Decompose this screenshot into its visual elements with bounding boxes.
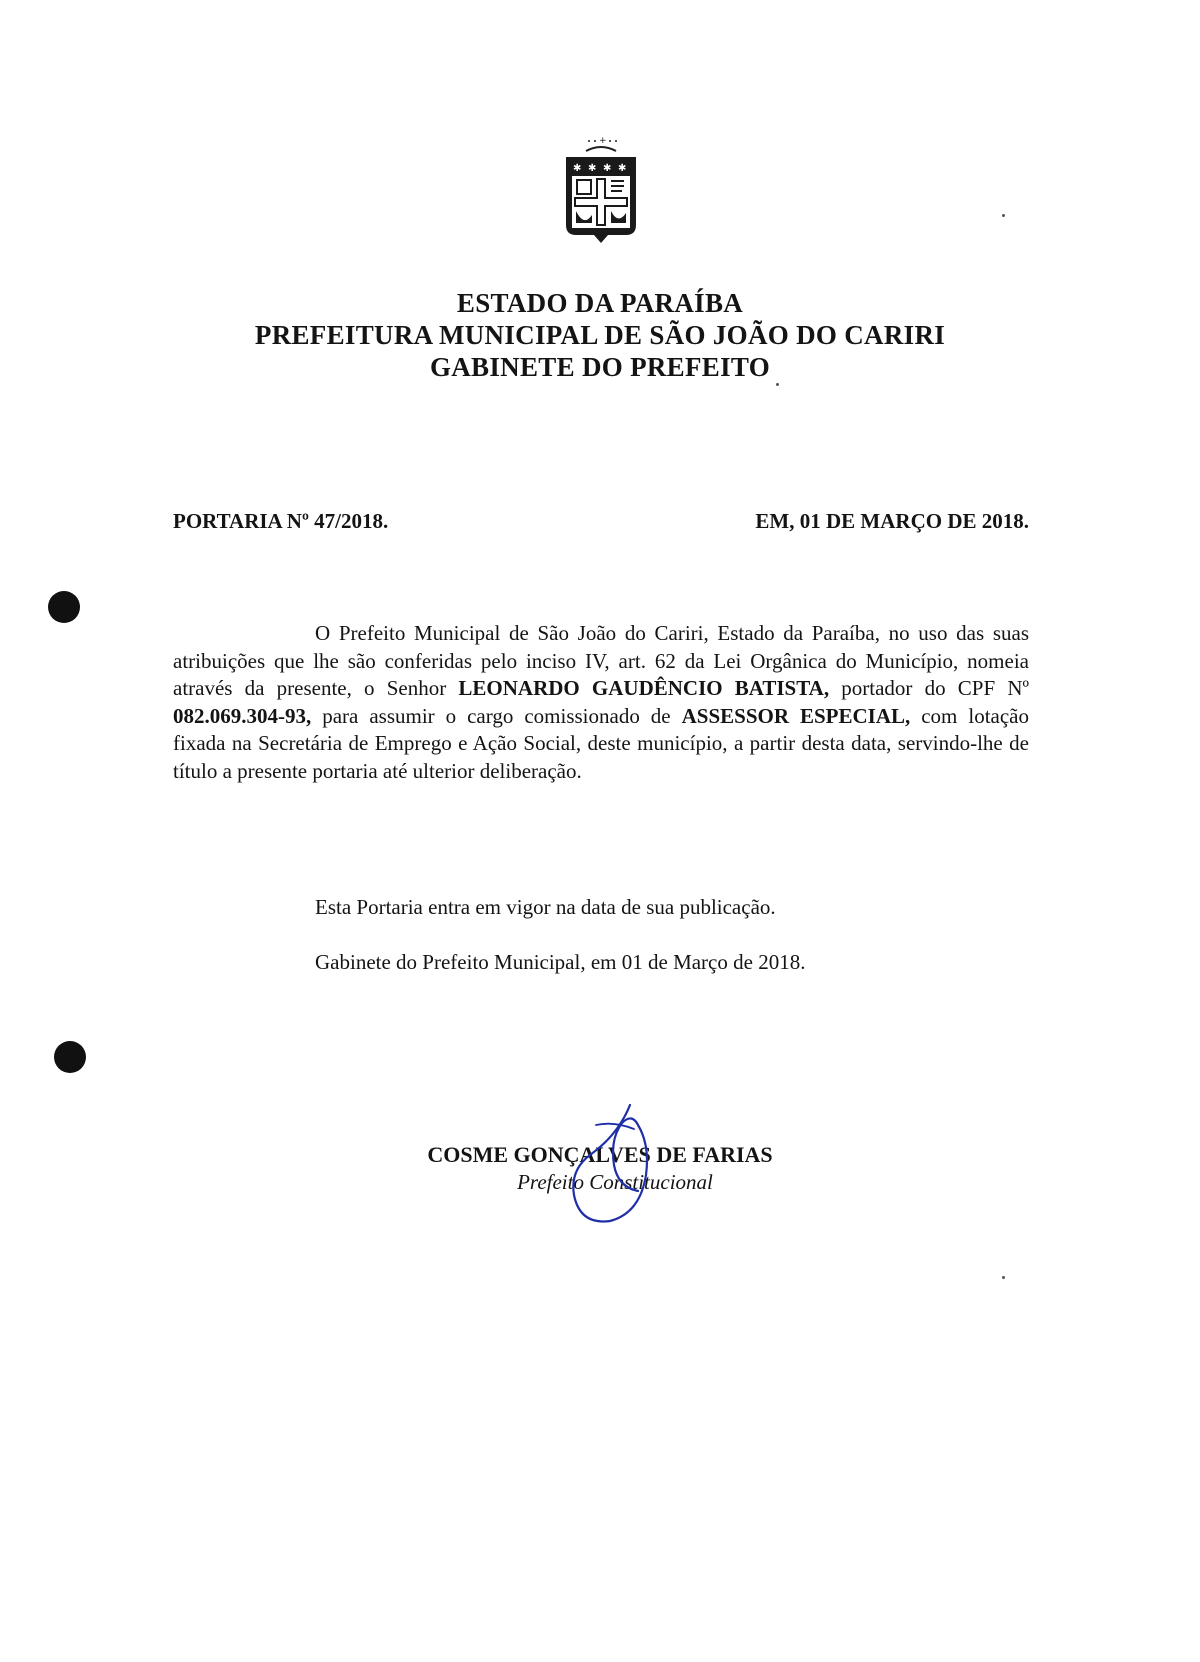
scan-speck <box>1002 1276 1005 1279</box>
coat-of-arms-icon <box>556 135 646 250</box>
portaria-date: EM, 01 DE MARÇO DE 2018. <box>755 509 1029 533</box>
svg-text:✱: ✱ <box>573 163 582 174</box>
vigor-paragraph: Esta Portaria entra em vigor na data de sua publicação. <box>315 895 776 919</box>
body-text-b: portador do CPF Nº <box>829 676 1030 701</box>
body-text-d: com lotação fixada na Secretária de Emprego e Ação Social, deste município, a partir desta data, servindo-lhe de título a presente portaria até ulterior deliberação. <box>173 703 1030 783</box>
header-state: ESTADO DA PARAÍBA <box>456 288 744 318</box>
appointee-cpf: 082.069.304-93, <box>173 703 312 728</box>
punch-hole <box>48 591 80 623</box>
scan-speck <box>776 383 779 386</box>
header-gabinete: GABINETE DO PREFEITO <box>429 352 771 382</box>
signatory-title: Prefeito Constitucional <box>517 1170 713 1194</box>
header-prefeitura: PREFEITURA MUNICIPAL DE SÃO JOÃO DO CARIRI <box>254 320 946 350</box>
svg-text:✱: ✱ <box>603 163 612 174</box>
body-paragraph <box>173 620 1029 786</box>
body-text-c: para assumir o cargo comissionado de <box>311 703 682 728</box>
gabinete-paragraph: Gabinete do Prefeito Municipal, em 01 de Março de 2018. <box>315 950 806 974</box>
svg-text:✱: ✱ <box>588 163 597 174</box>
signatory-name: COSME GONÇALVES DE FARIAS <box>427 1142 773 1167</box>
document-header <box>0 287 1200 383</box>
scan-speck <box>1002 214 1005 217</box>
appointee-role: ASSESSOR ESPECIAL, <box>681 703 911 728</box>
appointee-name: LEONARDO GAUDÊNCIO BATISTA, <box>458 676 830 701</box>
svg-text:✱: ✱ <box>618 163 627 174</box>
svg-text:+: + <box>599 136 607 146</box>
portaria-number: PORTARIA Nº 47/2018. <box>173 509 389 533</box>
punch-hole <box>54 1041 86 1073</box>
body-text-a: O Prefeito Municipal de São João do Cariri, Estado da Paraíba, no uso das suas atribuições que lhe são conferidas pelo inciso IV, art. 62 da Lei Orgânica do Município, nomeia através da presente, o Senhor <box>173 621 1029 701</box>
